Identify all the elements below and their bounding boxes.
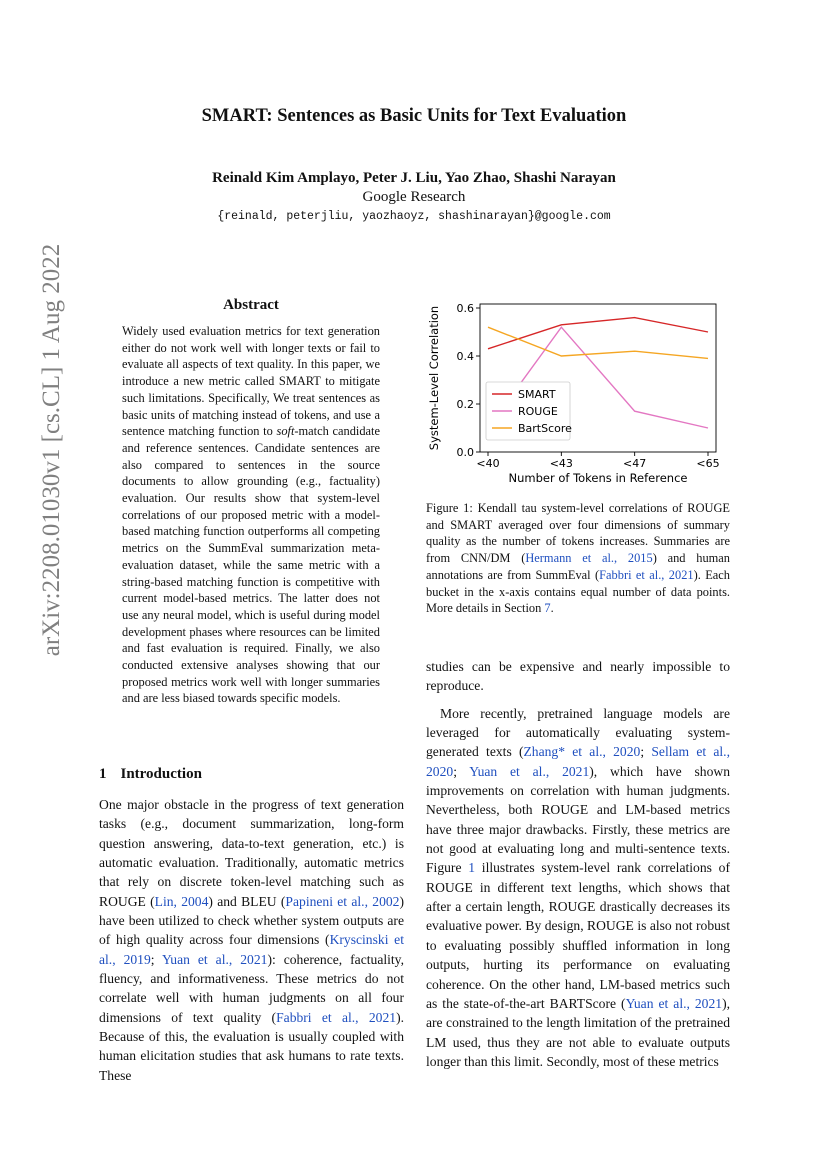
intro-paragraph [99,795,404,1085]
abstract-emphasis: soft [276,424,295,439]
correlation-line-chart [424,290,734,490]
abstract-text [122,323,380,707]
y-tick-label: 0.2 [456,398,474,411]
text-run: ), which have shown improvements on correlation with human judgments. Nevertheless, both ROUGE and LM-based metrics have three major drawbacks. Firstly, these metrics are not good at evaluating long and multi-sentence texts. Figure [426,763,730,876]
series-line-smart [488,318,708,349]
paper-title: SMART: Sentences as Basic Units for Text Evaluation [201,106,627,126]
text-run: . [550,601,554,616]
citation-link[interactable]: Fabbri et al., 2021 [599,567,694,582]
x-axis-label: Number of Tokens in Reference [508,471,688,485]
legend-label-smart: SMART [518,388,556,401]
section-heading-introduction [99,766,202,783]
section-number: 1 [99,766,107,782]
text-run: One major obstacle in the progress of text generation tasks (e.g., document summarization, long-form question answering, data-to-text generation, etc.) is automatic evaluation. Traditionally, automatic metrics that rely on discrete token-level matching such as ROUGE ( [99,797,404,909]
y-tick-label: 0.0 [456,446,474,459]
citation-link[interactable]: Fabbri et al., 2021 [276,1009,397,1025]
citation-link[interactable]: Hermann et al., 2015 [525,551,653,566]
abstract-heading: Abstract [223,297,279,313]
x-tick-label: <40 [476,457,500,470]
citation-link[interactable]: Papineni et al., 2002 [285,893,400,909]
text-run: ; [150,951,162,967]
text-run: ), are constrained to the length limitation of the pretrained LM used, thus they are not able to evaluate outputs longer than this limit. Secondly, most of these metrics [426,995,730,1069]
citation-link[interactable]: Kryscinski et al., 2019 [99,932,404,967]
paper-email: {reinald, peterjliu, yaozhaoyz, shashinarayan}@google.com [217,210,611,223]
citation-link[interactable]: Yuan et al., 2021 [625,995,723,1011]
text-run: ; [453,763,470,779]
citation-link[interactable]: Zhang* et al., 2020 [523,744,641,760]
abstract-part-1: Widely used evaluation metrics for text generation either do not work well with longer texts or fail to evaluate all aspects of text quality. In this paper, we introduce a new metric called SMART to mitigate such limitations. Specifically, We treat sentences as basic units of matching instead of tokens, and use a sentence matching function to [122,324,380,439]
paper-affiliation: Google Research [362,189,466,205]
right-paragraph-2 [426,704,730,1072]
citation-link[interactable]: Yuan et al., 2021 [162,951,268,967]
right-paragraph-1: studies can be expensive and nearly impossible to reproduce. [426,659,730,694]
citation-link[interactable]: Yuan et al., 2021 [469,763,590,779]
paper-authors: Reinald Kim Amplayo, Peter J. Liu, Yao Zhao, Shashi Narayan [212,170,616,186]
citation-link[interactable]: Lin, 2004 [154,893,209,909]
y-tick-label: 0.6 [456,302,474,315]
figure-link[interactable]: 1 [468,860,476,876]
x-tick-label: <47 [623,457,647,470]
section-link[interactable]: 7 [544,601,551,616]
abstract-part-2: -match candidate and reference sentences. Candidate sentences are also compared to sentences in the source documents to allow grounding (e.g., factuality) evaluation. Our results show that system-level correlations of our proposed metric with a model-based matching function outperforms all competing metrics on the SummEval summarization meta-evaluation dataset, while the same metric with a string-based matching function is competitive with current model-based metrics. The latter does not use any neural model, which is useful during model development phases where resources can be limited and fast evaluation is required. Finally, we also conducted extensive analyses showing that our proposed metrics work well with longer summaries and are less biased towards specific models. [122,424,380,706]
text-run: More recently, pretrained language models are leveraged for automatically evaluating system-generated texts ( [426,705,730,760]
text-run: Figure 1: Kendall tau system-level correlations of ROUGE and SMART averaged over four dimensions of summary quality as the number of tokens increases. Summaries are from CNN/DM ( [426,501,730,566]
text-run: ) have been utilized to check whether system outputs are of high quality across four dimensions ( [99,893,404,948]
arxiv-stamp: arXiv:2208.01030v1 [cs.CL] 1 Aug 2022 [38,243,65,657]
series-line-bartscore [488,327,708,358]
text-run: ) and BLEU ( [208,893,286,909]
x-tick-label: <43 [549,457,573,470]
text-run: illustrates system-level rank correlations of ROUGE in different text lengths, which shows that after a certain length, ROUGE drastically decreases its evaluative power. By design, ROUGE is also not robust to evaluating possibly shuffled information in long outputs, hurting its performance on evaluating coherence. On the other hand, LM-based metrics such as the state-of-the-art BARTScore ( [426,860,731,1011]
text-run: ). Because of this, the evaluation is usually coupled with human elicitation studies that ask humans to rate texts. These [99,1009,405,1083]
y-axis-label: System-Level Correlation [427,305,441,451]
section-title: Introduction [120,766,202,782]
text-run: ). Each bucket in the x-axis contains equal number of data points. More details in Section [426,567,730,616]
right-column-text [426,657,730,1071]
text-run: ): coherence, factuality, fluency, and informativeness. These metrics do not correlate well with human judgments on all four dimensions of text quality ( [99,951,404,1025]
text-run: ; [640,744,652,760]
citation-link[interactable]: Sellam et al., 2020 [426,744,730,779]
text-run: ) and human annotations are from SummEval ( [426,551,730,582]
x-tick-label: <65 [696,457,720,470]
y-tick-label: 0.4 [456,350,474,363]
legend-label-bartscore: BartScore [518,422,572,435]
legend-label-rouge: ROUGE [518,405,558,418]
figure-caption [426,500,730,617]
